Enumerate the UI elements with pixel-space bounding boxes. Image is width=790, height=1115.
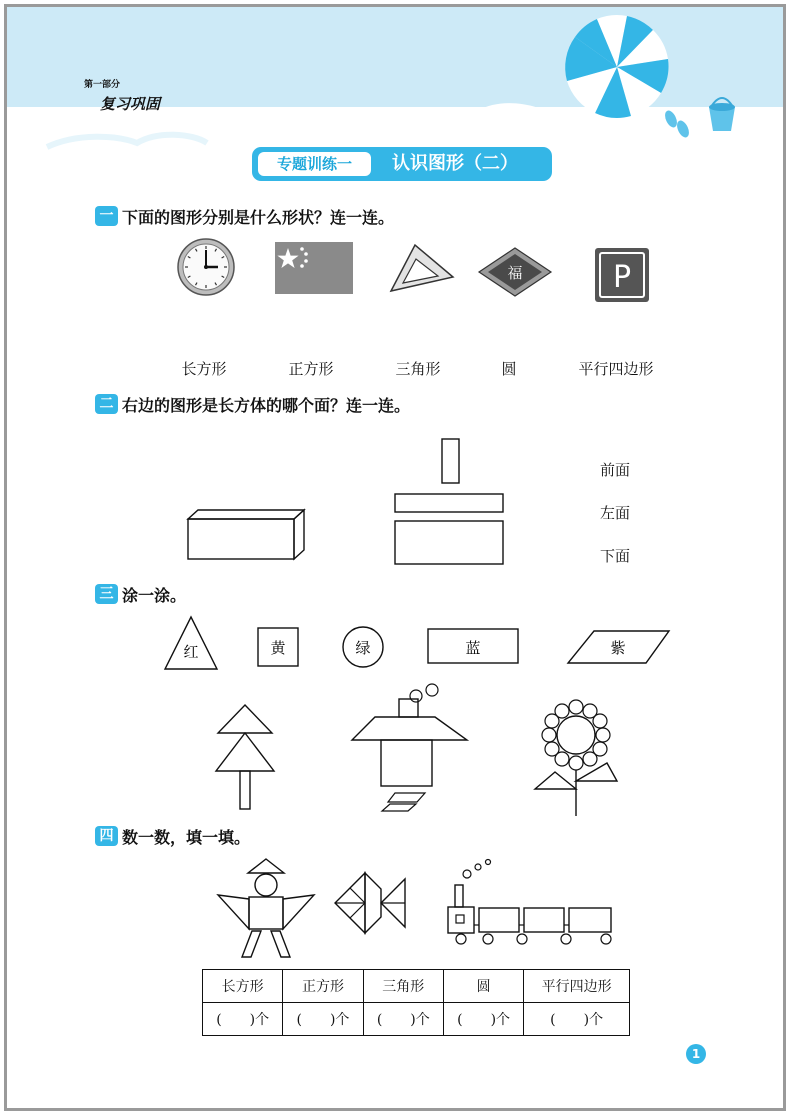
umbrella-icon xyxy=(565,15,668,118)
color-word-yellow: 黄 xyxy=(270,639,286,657)
q3-badge: 三 xyxy=(95,584,118,604)
china-flag-icon xyxy=(275,242,353,294)
color-word-red: 红 xyxy=(183,643,199,661)
table-header-cell: 平行四边形 xyxy=(524,970,630,1003)
color-word-purple: 紫 xyxy=(610,639,626,657)
answer-cell[interactable]: ( )个 xyxy=(443,1003,523,1036)
q1-badge: 一 xyxy=(95,206,118,226)
q1-text: 下面的图形分别是什么形状？连一连。 xyxy=(122,207,395,227)
table-header-cell: 三角形 xyxy=(363,970,443,1003)
fish-figure xyxy=(333,871,408,941)
answer-cell[interactable]: ( )个 xyxy=(203,1003,283,1036)
count-table xyxy=(202,969,630,1036)
clock-icon xyxy=(176,237,236,297)
page-number: 1 xyxy=(686,1044,706,1064)
large-rect xyxy=(395,521,503,564)
page xyxy=(4,4,786,1111)
q1-label-rectangle: 长方形 xyxy=(181,360,227,378)
fu-diamond-icon xyxy=(478,247,552,297)
q2-text: 右边的图形是长方体的哪个面？连一连。 xyxy=(122,395,411,415)
table-header-row xyxy=(203,970,630,1003)
cuboid-figure xyxy=(185,509,307,561)
title-tag: 专题训练一 xyxy=(258,152,371,176)
train-figure xyxy=(445,857,615,947)
header-cloud-band xyxy=(7,7,783,157)
color-word-blue: 蓝 xyxy=(465,639,481,657)
q3-heading xyxy=(95,583,186,605)
narrow-tall-rect xyxy=(442,439,459,483)
triangle-ruler-icon xyxy=(387,243,457,293)
table-answer-row xyxy=(203,1003,630,1036)
q4-badge: 四 xyxy=(95,826,118,846)
section-part: 第一部分 xyxy=(84,80,121,90)
tree-figure xyxy=(210,701,280,811)
robot-figure xyxy=(216,857,316,959)
q1-label-parallelogram: 平行四边形 xyxy=(578,360,654,378)
color-word-green: 绿 xyxy=(355,639,371,657)
color-shapes-row xyxy=(162,613,682,673)
face-label-front: 前面 xyxy=(600,461,631,479)
table-header-cell: 长方形 xyxy=(203,970,283,1003)
answer-cell[interactable]: ( )个 xyxy=(524,1003,630,1036)
parking-sign-icon xyxy=(595,248,649,302)
q2-badge: 二 xyxy=(95,394,118,414)
parking-letter: P xyxy=(612,260,632,295)
table-header-cell: 圆 xyxy=(443,970,523,1003)
page-title: 认识图形（二） xyxy=(392,153,518,174)
q1-label-square: 正方形 xyxy=(288,360,334,378)
face-label-bottom: 下面 xyxy=(600,547,631,565)
q1-heading xyxy=(95,205,394,227)
q2-heading xyxy=(95,393,410,415)
long-thin-rect xyxy=(395,494,503,512)
fu-char: 福 xyxy=(507,264,523,282)
answer-cell[interactable]: ( )个 xyxy=(283,1003,363,1036)
answer-cell[interactable]: ( )个 xyxy=(363,1003,443,1036)
face-label-left: 左面 xyxy=(600,504,631,522)
q1-label-triangle: 三角形 xyxy=(395,360,441,378)
q3-text: 涂一涂。 xyxy=(122,585,187,605)
table-header-cell: 正方形 xyxy=(283,970,363,1003)
q1-label-circle: 圆 xyxy=(501,360,517,378)
flower-figure xyxy=(531,697,626,817)
q4-heading xyxy=(95,825,250,847)
section-label xyxy=(84,77,161,113)
title-bar xyxy=(252,147,552,181)
house-figure xyxy=(350,683,470,813)
face-shapes xyxy=(391,437,506,567)
section-name: 复习巩固 xyxy=(100,95,161,113)
q4-text: 数一数，填一填。 xyxy=(122,827,251,847)
